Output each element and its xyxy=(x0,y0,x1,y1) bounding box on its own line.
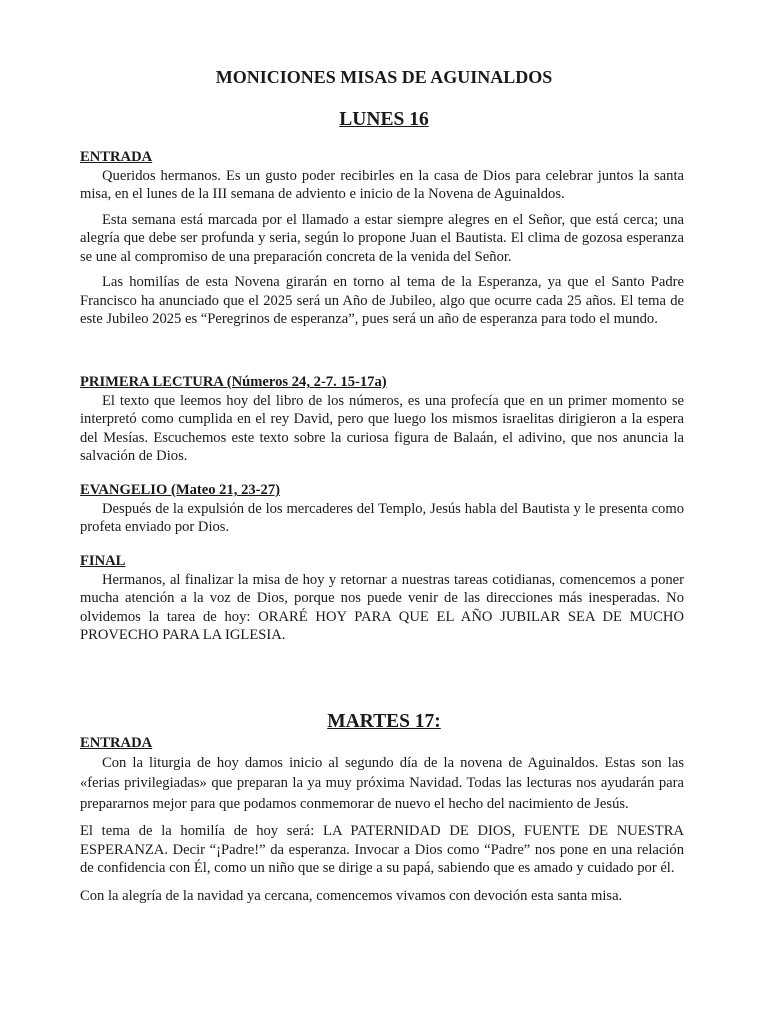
section-evangelio xyxy=(80,481,684,537)
paragraph: Las homilías de esta Novena girarán en torno al tema de la Esperanza, ya que el Santo Padre Francisco ha anunciado que el 2025 será un Año de Jubileo, algo que ocurre cada 25 años. El tema de este Jubileo 2025 es “Peregrinos de esperanza”, pues será un año de esperanza para todo el mundo. xyxy=(80,274,684,327)
section-primera-lectura xyxy=(80,373,684,466)
day-title-monday: LUNES 16 xyxy=(339,109,429,130)
section-final xyxy=(80,552,684,645)
paragraph: Esta semana está marcada por el llamado a estar siempre alegres en el Señor, que está cerca; una alegría que debe ser profunda y seria, según lo propone Juan el Bautista. El clima de gozosa esperanza se une al compromiso de una preparación concreta de la venida del Señor. xyxy=(80,211,684,265)
paragraph: Hermanos, al finalizar la misa de hoy y retornar a nuestras tareas cotidianas, comencemos a poner mucha atención a la voz de Dios, porque nos puede venir de las direcciones más inesperadas. No olvidemos la tarea de hoy: ORARÉ HOY PARA QUE EL AÑO JUBILAR SEA DE MUCHO PROVECHO PARA LA IGLESIA. xyxy=(80,571,684,643)
section-entrada-tuesday xyxy=(80,734,684,905)
section-heading: ENTRADA xyxy=(80,149,153,165)
paragraph: Con la alegría de la navidad ya cercana, comencemos vivamos con devoción esta santa misa. xyxy=(80,887,623,904)
section-heading: FINAL xyxy=(80,553,126,569)
paragraph: Queridos hermanos. Es un gusto poder recibirles en la casa de Dios para celebrar juntos la santa misa, en el lunes de la III semana de adviento e inicio de la Novena de Aguinaldos. xyxy=(80,167,684,202)
paragraph: Con la liturgia de hoy damos inicio al segundo día de la novena de Aguinaldos. Estas son las «ferias privilegiadas» que preparan la ya muy próxima Navidad. Todas las lecturas nos ayudarán para prepararnos mejor para que podamos conmemorar de nuevo el hecho del nacimiento de Jesús. xyxy=(80,754,684,812)
section-heading: EVANGELIO (Mateo 21, 23-27) xyxy=(80,482,280,498)
document-title: MONICIONES MISAS DE AGUINALDOS xyxy=(215,67,553,87)
paragraph: El texto que leemos hoy del libro de los números, es una profecía que en un primer momento se interpretó como cumplida en el rey David, pero que luego los mismos israelitas dirigieron a la espera del Mesías. Escuchemos este texto sobre la curiosa figura de Balaán, el adivino, que nos anuncia la salvación de Dios. xyxy=(80,392,684,464)
paragraph: El tema de la homilía de hoy será: LA PATERNIDAD DE DIOS, FUENTE DE NUESTRA ESPERANZA. Decir “¡Padre!” da esperanza. Invocar a Dios como “Padre” nos pone en una relación de confidencia con Él, como un niño que se dirige a su papá, sabiendo que es amado y cuidado por él. xyxy=(80,823,684,876)
section-entrada-monday xyxy=(80,148,684,329)
section-heading: PRIMERA LECTURA (Números 24, 2-7. 15-17a) xyxy=(80,374,387,390)
day-title-tuesday: MARTES 17: xyxy=(327,711,441,732)
section-heading: ENTRADA xyxy=(80,735,153,751)
paragraph: Después de la expulsión de los mercaderes del Templo, Jesús habla del Bautista y le presenta como profeta enviado por Dios. xyxy=(80,500,684,535)
